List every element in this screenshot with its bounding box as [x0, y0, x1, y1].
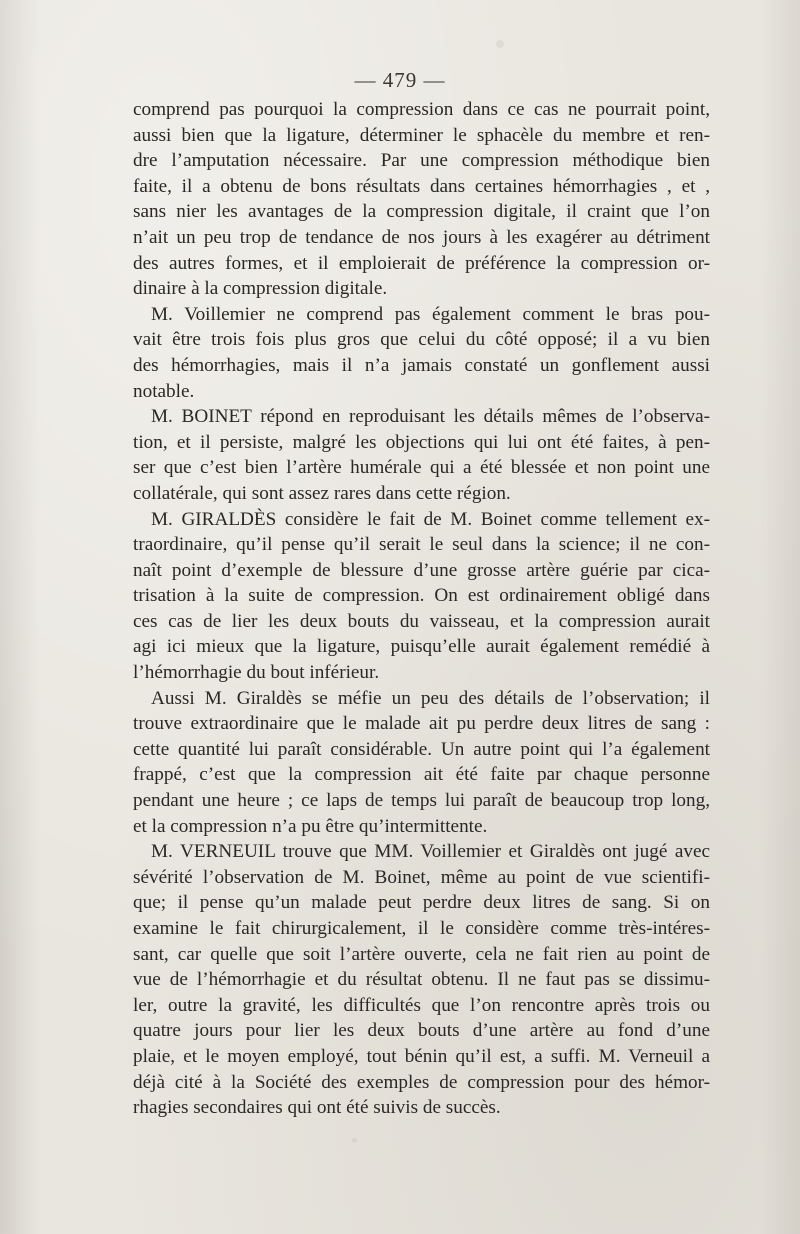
text-line: faite, il a obtenu de bons résultats dans certaines hémorrhagies , et ,: [133, 175, 710, 197]
text-line: trisation à la suite de compression. On est ordinairement obligé dans: [133, 585, 710, 607]
text-line: agi ici mieux que la ligature, puisqu’elle aurait également remédié à: [133, 636, 710, 658]
text-line: Aussi M. Giraldès se méfie un peu des détails de l’observation; il: [151, 687, 710, 709]
text-line: vue de l’hémorrhagie et du résultat obtenu. Il ne faut pas se dissimu-: [133, 969, 710, 991]
text-line: examine le fait chirurgicalement, il le considère comme très-intéres-: [133, 918, 710, 939]
text-line: cette quantité lui paraît considérable. Un autre point qui l’a également: [133, 738, 710, 760]
text-line: M. Voillemier ne comprend pas également comment le bras pou-: [151, 303, 710, 325]
text-line: ser que c’est bien l’artère humérale qui a été blessée et non point une: [133, 457, 710, 479]
text-line: M. GIRALDÈS considère le fait de M. Boinet comme tellement ex-: [151, 508, 710, 530]
text-line: frappé, c’est que la compression ait été faite par chaque personne: [133, 764, 710, 786]
text-line: n’ait un peu trop de tendance de nos jours à les exagérer au détriment: [133, 226, 710, 248]
text-line: pendant une heure ; ce laps de temps lui paraît de beaucoup trop long,: [133, 790, 710, 812]
page-number: — 479 —: [354, 68, 446, 92]
text-line: trouve extraordinaire que le malade ait pu perdre deux litres de sang :: [133, 713, 710, 735]
text-line: sévérité l’observation de M. Boinet, même au point de vue scientifi-: [133, 866, 710, 888]
text-line: comprend pas pourquoi la compression dans ce cas ne pourrait point,: [133, 99, 710, 120]
text-line: ler, outre la gravité, les difficultés que l’on rencontre après trois ou: [133, 994, 710, 1016]
text-line: quatre jours pour lier les deux bouts d’une artère au fond d’une: [133, 1020, 710, 1042]
text-line: des hémorrhagies, mais il n’a jamais constaté un gonflement aussi: [133, 354, 710, 376]
text-line: des autres formes, et il emploierait de préférence la compression or-: [133, 252, 710, 274]
text-line: plaie, et le moyen employé, tout bénin qu’il est, a suffi. M. Verneuil a: [133, 1045, 710, 1067]
body-text: [133, 97, 710, 1121]
text-line: dinaire à la compression digitale.: [133, 278, 388, 300]
text-line: déjà cité à la Société des exemples de compression pour des hémor-: [133, 1071, 710, 1093]
text-line: traordinaire, qu’il pense qu’il serait le seul dans la science; il ne con-: [133, 534, 710, 556]
paper-stain: [352, 1138, 357, 1143]
text-line: aussi bien que la ligature, déterminer le sphacèle du membre et ren-: [133, 124, 710, 146]
text-line: M. VERNEUIL trouve que MM. Voillemier et Giraldès ont jugé avec: [151, 841, 710, 863]
text-line: tion, et il persiste, malgré les objections qui lui ont été faites, à pen-: [133, 431, 710, 453]
text-line: l’hémorrhagie du bout inférieur.: [133, 662, 380, 684]
text-line: notable.: [133, 380, 195, 402]
text-line: naît point d’exemple de blessure d’une grosse artère guérie par cica-: [133, 559, 710, 581]
text-line: ces cas de lier les deux bouts du vaisseau, et la compression aurait: [133, 610, 710, 632]
text-line: et la compression n’a pu être qu’intermittente.: [133, 815, 488, 837]
text-line: collatérale, qui sont assez rares dans cette région.: [133, 482, 511, 504]
text-line: rhagies secondaires qui ont été suivis de succès.: [133, 1097, 501, 1119]
text-line: sans nier les avantages de la compression digitale, il craint que l’on: [133, 201, 710, 223]
paper-stain: [496, 40, 504, 48]
text-line: que; il pense qu’un malade peut perdre deux litres de sang. Si on: [133, 892, 710, 914]
text-line: M. BOINET répond en reproduisant les détails mêmes de l’observa-: [151, 406, 710, 428]
text-line: dre l’amputation nécessaire. Par une compression méthodique bien: [133, 150, 710, 172]
text-line: vait être trois fois plus gros que celui du côté opposé; il a vu bien: [133, 329, 710, 351]
text-line: sant, car quelle que soit l’artère ouverte, cela ne fait rien au point de: [133, 943, 710, 965]
